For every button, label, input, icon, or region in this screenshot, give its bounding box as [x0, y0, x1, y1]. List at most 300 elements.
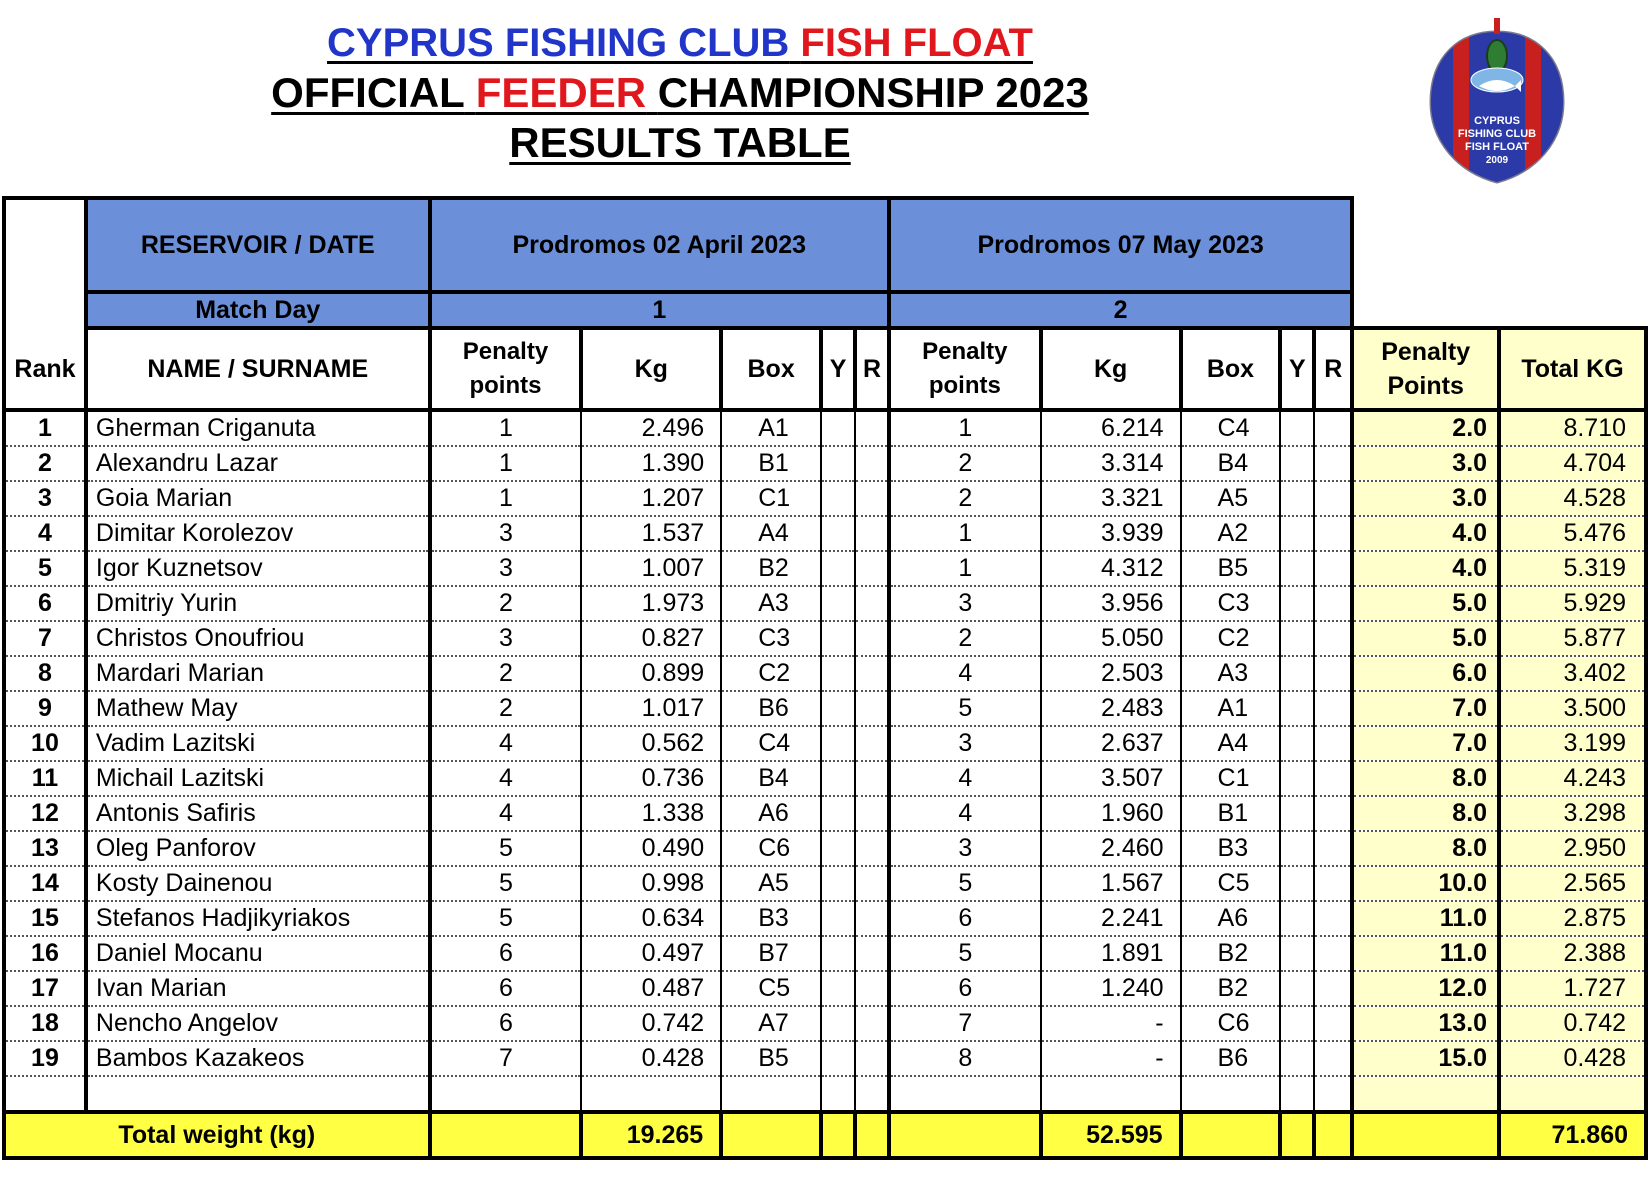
total-penalty-cell: 5.0	[1352, 586, 1499, 621]
round-2-y-cell	[1280, 586, 1314, 621]
round-1-box-cell: A4	[721, 516, 821, 551]
total-penalty-cell: 8.0	[1352, 796, 1499, 831]
round-1-r-cell	[855, 481, 889, 516]
round-2-y-cell	[1280, 691, 1314, 726]
round-1-kg-cell: 0.998	[581, 866, 721, 901]
round-1-total-kg: 19.265	[581, 1112, 721, 1158]
round-1-kg-cell: 0.487	[581, 971, 721, 1006]
round-2-box-cell: A5	[1181, 481, 1281, 516]
round-2-kg-cell: 3.939	[1041, 516, 1181, 551]
round-1-box-cell: A5	[721, 866, 821, 901]
total-kg-cell: 2.875	[1499, 901, 1646, 936]
round-1-penalty-cell: 5	[430, 831, 582, 866]
round-2-penalty-cell: 4	[889, 761, 1041, 796]
round-2-r-cell	[1314, 551, 1352, 586]
round-2-penalty-cell: 8	[889, 1041, 1041, 1076]
table-row	[4, 1041, 1646, 1076]
round-2-r-cell	[1314, 1006, 1352, 1041]
rank-cell: 17	[4, 971, 86, 1006]
round-1-r-cell	[855, 726, 889, 761]
round-2-kg-cell: 3.314	[1041, 446, 1181, 481]
round-1-penalty-cell: 6	[430, 971, 582, 1006]
rank-cell: 6	[4, 586, 86, 621]
title-club-name: CYPRUS FISHING CLUB	[327, 21, 790, 65]
round-2-kg-cell: 2.483	[1041, 691, 1181, 726]
round-1-penalty-cell: 2	[430, 586, 582, 621]
total-penalty-cell: 8.0	[1352, 761, 1499, 796]
round-2-kg-cell: 2.241	[1041, 901, 1181, 936]
table-row	[4, 551, 1646, 586]
table-header	[4, 198, 1646, 410]
round-2-date: Prodromos 07 May 2023	[889, 198, 1352, 292]
round-1-penalty-cell: 6	[430, 936, 582, 971]
round-2-y-cell	[1280, 410, 1314, 446]
round-2-box-cell: B4	[1181, 446, 1281, 481]
total-penalty-cell: 4.0	[1352, 551, 1499, 586]
title-line-club	[180, 18, 1180, 68]
round-2-penalty-header: Penalty points	[889, 328, 1041, 410]
total-weight-label: Total weight (kg)	[4, 1112, 430, 1158]
total-kg-cell: 3.402	[1499, 656, 1646, 691]
round-1-r-cell	[855, 656, 889, 691]
round-2-penalty-cell: 6	[889, 901, 1041, 936]
round-2-total-kg: 52.595	[1041, 1112, 1181, 1158]
total-kg-cell: 0.428	[1499, 1041, 1646, 1076]
total-kg-cell: 1.727	[1499, 971, 1646, 1006]
title-official: OFFICIAL	[271, 69, 465, 116]
round-2-box-cell: B6	[1181, 1041, 1281, 1076]
round-2-r-cell	[1314, 1041, 1352, 1076]
round-2-r-cell	[1314, 516, 1352, 551]
round-2-penalty-cell: 2	[889, 481, 1041, 516]
table-row	[4, 410, 1646, 446]
name-cell: Ivan Marian	[86, 971, 430, 1006]
name-cell: Dimitar Korolezov	[86, 516, 430, 551]
round-1-box-cell: A7	[721, 1006, 821, 1041]
rank-header: Rank	[14, 355, 76, 383]
round-1-y-cell	[821, 936, 855, 971]
round-1-y-cell	[821, 656, 855, 691]
round-2-r-cell	[1314, 586, 1352, 621]
round-1-kg-cell: 0.899	[581, 656, 721, 691]
round-1-box-cell: A3	[721, 586, 821, 621]
round-2-y-cell	[1280, 971, 1314, 1006]
round-1-r-cell	[855, 410, 889, 446]
round-1-r-cell	[855, 831, 889, 866]
round-2-kg-header: Kg	[1041, 328, 1181, 410]
grand-total-kg: 71.860	[1499, 1112, 1646, 1158]
round-2-box-cell: C5	[1181, 866, 1281, 901]
name-cell: Kosty Dainenou	[86, 866, 430, 901]
round-2-kg-cell: 1.240	[1041, 971, 1181, 1006]
total-penalty-cell: 12.0	[1352, 971, 1499, 1006]
round-1-box-cell: B6	[721, 691, 821, 726]
round-1-penalty-cell: 3	[430, 621, 582, 656]
round-2-y-cell	[1280, 796, 1314, 831]
round-1-kg-cell: 0.428	[581, 1041, 721, 1076]
rank-cell: 1	[4, 410, 86, 446]
title-championship: CHAMPIONSHIP 2023	[657, 69, 1089, 116]
round-2-kg-cell: 1.567	[1041, 866, 1181, 901]
round-2-box-cell: C2	[1181, 621, 1281, 656]
round-2-penalty-cell: 3	[889, 726, 1041, 761]
round-2-match-day: 2	[889, 292, 1352, 328]
table-row	[4, 971, 1646, 1006]
round-1-box-cell: A6	[721, 796, 821, 831]
round-1-match-day: 1	[430, 292, 889, 328]
round-1-box-cell: B5	[721, 1041, 821, 1076]
rank-header-cell	[4, 198, 86, 410]
round-1-y-cell	[821, 691, 855, 726]
round-2-box-cell: C4	[1181, 410, 1281, 446]
round-1-r-cell	[855, 691, 889, 726]
title-club-suffix: FISH FLOAT	[800, 21, 1033, 65]
total-penalty-cell: 4.0	[1352, 516, 1499, 551]
round-2-r-cell	[1314, 410, 1352, 446]
total-kg-cell: 2.950	[1499, 831, 1646, 866]
round-1-y-cell	[821, 971, 855, 1006]
round-1-y-cell	[821, 586, 855, 621]
round-2-penalty-cell: 5	[889, 936, 1041, 971]
name-cell: Michail Lazitski	[86, 761, 430, 796]
round-2-r-cell	[1314, 971, 1352, 1006]
table-row	[4, 586, 1646, 621]
round-2-r-cell	[1314, 621, 1352, 656]
round-1-y-cell	[821, 621, 855, 656]
name-cell: Nencho Angelov	[86, 1006, 430, 1041]
total-kg-cell: 3.199	[1499, 726, 1646, 761]
round-1-kg-cell: 1.017	[581, 691, 721, 726]
round-1-r-cell	[855, 971, 889, 1006]
round-2-y-cell	[1280, 446, 1314, 481]
round-1-r-cell	[855, 1006, 889, 1041]
round-2-box-cell: A6	[1181, 901, 1281, 936]
document-title	[180, 18, 1180, 168]
table-row	[4, 761, 1646, 796]
reservoir-date-header: RESERVOIR / DATE	[86, 198, 430, 292]
total-kg-cell: 2.565	[1499, 866, 1646, 901]
round-1-y-cell	[821, 1041, 855, 1076]
round-2-box-cell: A3	[1181, 656, 1281, 691]
total-penalty-cell: 13.0	[1352, 1006, 1499, 1041]
table-row	[4, 481, 1646, 516]
round-2-box-cell: B2	[1181, 936, 1281, 971]
total-penalty-cell: 6.0	[1352, 656, 1499, 691]
round-2-r-cell	[1314, 656, 1352, 691]
round-1-y-header: Y	[821, 328, 855, 410]
round-2-box-cell: A4	[1181, 726, 1281, 761]
round-2-r-cell	[1314, 936, 1352, 971]
name-cell: Antonis Safiris	[86, 796, 430, 831]
table-row	[4, 796, 1646, 831]
round-2-y-cell	[1280, 831, 1314, 866]
total-kg-cell: 4.528	[1499, 481, 1646, 516]
round-1-y-cell	[821, 831, 855, 866]
round-2-y-cell	[1280, 516, 1314, 551]
round-1-kg-header: Kg	[581, 328, 721, 410]
total-kg-header: Total KG	[1499, 328, 1646, 410]
table-row	[4, 726, 1646, 761]
round-1-box-cell: B1	[721, 446, 821, 481]
total-penalty-cell: 5.0	[1352, 621, 1499, 656]
round-1-penalty-cell: 5	[430, 901, 582, 936]
name-cell: Stefanos Hadjikyriakos	[86, 901, 430, 936]
header-blank	[1352, 198, 1646, 292]
round-1-r-cell	[855, 761, 889, 796]
round-2-penalty-cell: 1	[889, 516, 1041, 551]
round-1-box-cell: C1	[721, 481, 821, 516]
rank-cell: 8	[4, 656, 86, 691]
round-1-date: Prodromos 02 April 2023	[430, 198, 889, 292]
round-1-r-cell	[855, 1041, 889, 1076]
round-2-kg-cell: 1.960	[1041, 796, 1181, 831]
round-2-y-header: Y	[1280, 328, 1314, 410]
rank-cell: 12	[4, 796, 86, 831]
round-2-r-cell	[1314, 796, 1352, 831]
total-kg-cell: 8.710	[1499, 410, 1646, 446]
rank-cell: 2	[4, 446, 86, 481]
round-2-box-cell: B2	[1181, 971, 1281, 1006]
round-1-penalty-cell: 4	[430, 761, 582, 796]
round-1-r-cell	[855, 586, 889, 621]
total-kg-cell: 5.476	[1499, 516, 1646, 551]
round-1-box-cell: C5	[721, 971, 821, 1006]
name-cell: Alexandru Lazar	[86, 446, 430, 481]
total-penalty-cell: 8.0	[1352, 831, 1499, 866]
round-1-kg-cell: 2.496	[581, 410, 721, 446]
round-1-penalty-cell: 1	[430, 446, 582, 481]
name-cell: Gherman Criganuta	[86, 410, 430, 446]
round-1-r-cell	[855, 551, 889, 586]
round-1-box-cell: B3	[721, 901, 821, 936]
table-footer	[4, 1076, 1646, 1158]
round-2-penalty-cell: 4	[889, 796, 1041, 831]
table-row	[4, 936, 1646, 971]
total-penalty-cell: 7.0	[1352, 691, 1499, 726]
round-1-y-cell	[821, 410, 855, 446]
round-1-penalty-cell: 4	[430, 796, 582, 831]
rank-cell: 13	[4, 831, 86, 866]
name-cell: Vadim Lazitski	[86, 726, 430, 761]
round-1-y-cell	[821, 516, 855, 551]
total-penalty-cell: 10.0	[1352, 866, 1499, 901]
total-kg-cell: 5.929	[1499, 586, 1646, 621]
round-2-y-cell	[1280, 621, 1314, 656]
round-2-penalty-cell: 7	[889, 1006, 1041, 1041]
round-2-r-cell	[1314, 691, 1352, 726]
table-row	[4, 446, 1646, 481]
rank-cell: 5	[4, 551, 86, 586]
round-2-penalty-cell: 2	[889, 446, 1041, 481]
total-penalty-header: Penalty Points	[1352, 328, 1499, 410]
round-1-r-cell	[855, 446, 889, 481]
round-1-kg-cell: 1.007	[581, 551, 721, 586]
name-cell: Oleg Panforov	[86, 831, 430, 866]
rank-cell: 4	[4, 516, 86, 551]
round-1-r-header: R	[855, 328, 889, 410]
results-table	[2, 196, 1648, 1160]
total-kg-cell: 3.298	[1499, 796, 1646, 831]
round-1-kg-cell: 1.338	[581, 796, 721, 831]
round-2-y-cell	[1280, 481, 1314, 516]
round-1-penalty-cell: 1	[430, 410, 582, 446]
header-blank-2	[1352, 292, 1646, 328]
total-penalty-cell: 2.0	[1352, 410, 1499, 446]
round-1-box-cell: B2	[721, 551, 821, 586]
round-2-penalty-cell: 3	[889, 586, 1041, 621]
total-penalty-cell: 7.0	[1352, 726, 1499, 761]
name-cell: Bambos Kazakeos	[86, 1041, 430, 1076]
round-2-y-cell	[1280, 656, 1314, 691]
total-kg-cell: 0.742	[1499, 1006, 1646, 1041]
round-2-y-cell	[1280, 761, 1314, 796]
table-row	[4, 831, 1646, 866]
round-1-y-cell	[821, 481, 855, 516]
round-2-box-cell: B1	[1181, 796, 1281, 831]
round-1-penalty-cell: 7	[430, 1041, 582, 1076]
round-1-penalty-cell: 4	[430, 726, 582, 761]
round-1-r-cell	[855, 621, 889, 656]
round-2-kg-cell: 5.050	[1041, 621, 1181, 656]
club-logo	[1425, 12, 1570, 187]
total-kg-cell: 5.319	[1499, 551, 1646, 586]
round-2-box-cell: A2	[1181, 516, 1281, 551]
round-2-box-cell: C3	[1181, 586, 1281, 621]
round-2-r-cell	[1314, 726, 1352, 761]
round-1-box-cell: B7	[721, 936, 821, 971]
round-1-kg-cell: 0.490	[581, 831, 721, 866]
round-2-penalty-cell: 5	[889, 866, 1041, 901]
total-penalty-cell: 3.0	[1352, 446, 1499, 481]
total-penalty-cell: 15.0	[1352, 1041, 1499, 1076]
round-2-kg-cell: 6.214	[1041, 410, 1181, 446]
total-kg-cell: 5.877	[1499, 621, 1646, 656]
round-2-box-cell: C6	[1181, 1006, 1281, 1041]
total-penalty-cell: 11.0	[1352, 901, 1499, 936]
round-2-box-cell: A1	[1181, 691, 1281, 726]
round-2-y-cell	[1280, 1041, 1314, 1076]
title-line-championship	[180, 68, 1180, 118]
name-cell: Christos Onoufriou	[86, 621, 430, 656]
title-line-results: RESULTS TABLE	[509, 119, 851, 166]
table-row	[4, 901, 1646, 936]
total-penalty-cell: 11.0	[1352, 936, 1499, 971]
round-2-penalty-cell: 3	[889, 831, 1041, 866]
name-cell: Igor Kuznetsov	[86, 551, 430, 586]
name-cell: Mardari Marian	[86, 656, 430, 691]
round-1-r-cell	[855, 796, 889, 831]
round-1-box-cell: C3	[721, 621, 821, 656]
name-cell: Mathew May	[86, 691, 430, 726]
round-1-kg-cell: 0.742	[581, 1006, 721, 1041]
round-2-y-cell	[1280, 866, 1314, 901]
round-2-r-cell	[1314, 866, 1352, 901]
rank-cell: 16	[4, 936, 86, 971]
table-body	[4, 410, 1646, 1076]
round-2-y-cell	[1280, 1006, 1314, 1041]
round-1-y-cell	[821, 901, 855, 936]
round-1-box-cell: C2	[721, 656, 821, 691]
round-2-penalty-cell: 4	[889, 656, 1041, 691]
round-1-kg-cell: 0.827	[581, 621, 721, 656]
round-2-r-header: R	[1314, 328, 1352, 410]
round-2-penalty-cell: 6	[889, 971, 1041, 1006]
name-header: NAME / SURNAME	[86, 328, 430, 410]
round-1-penalty-cell: 1	[430, 481, 582, 516]
round-1-kg-cell: 0.736	[581, 761, 721, 796]
round-1-r-cell	[855, 936, 889, 971]
name-cell: Daniel Mocanu	[86, 936, 430, 971]
round-2-kg-cell: 4.312	[1041, 551, 1181, 586]
round-2-kg-cell: 3.956	[1041, 586, 1181, 621]
match-day-header: Match Day	[86, 292, 430, 328]
round-1-kg-cell: 1.537	[581, 516, 721, 551]
rank-cell: 9	[4, 691, 86, 726]
round-2-r-cell	[1314, 761, 1352, 796]
rank-cell: 18	[4, 1006, 86, 1041]
round-2-kg-cell: 2.460	[1041, 831, 1181, 866]
round-1-r-cell	[855, 516, 889, 551]
round-1-penalty-cell: 3	[430, 516, 582, 551]
title-feeder: FEEDER	[475, 69, 647, 116]
rank-cell: 10	[4, 726, 86, 761]
round-2-box-cell: B3	[1181, 831, 1281, 866]
table-row	[4, 516, 1646, 551]
round-1-kg-cell: 1.973	[581, 586, 721, 621]
round-2-kg-cell: -	[1041, 1041, 1181, 1076]
total-penalty-cell: 3.0	[1352, 481, 1499, 516]
round-1-penalty-cell: 6	[430, 1006, 582, 1041]
round-2-kg-cell: 3.507	[1041, 761, 1181, 796]
round-1-y-cell	[821, 761, 855, 796]
logo-text-2: FISHING CLUB	[1457, 128, 1537, 140]
round-1-penalty-cell: 2	[430, 691, 582, 726]
round-2-kg-cell: 2.503	[1041, 656, 1181, 691]
round-2-penalty-cell: 1	[889, 551, 1041, 586]
rank-cell: 11	[4, 761, 86, 796]
round-1-r-cell	[855, 901, 889, 936]
round-2-y-cell	[1280, 936, 1314, 971]
total-kg-cell: 2.388	[1499, 936, 1646, 971]
name-cell: Dmitriy Yurin	[86, 586, 430, 621]
round-1-kg-cell: 0.634	[581, 901, 721, 936]
table-row	[4, 621, 1646, 656]
round-2-r-cell	[1314, 831, 1352, 866]
round-1-kg-cell: 1.390	[581, 446, 721, 481]
total-kg-cell: 4.704	[1499, 446, 1646, 481]
round-2-kg-cell: 2.637	[1041, 726, 1181, 761]
round-1-box-cell: B4	[721, 761, 821, 796]
rank-cell: 14	[4, 866, 86, 901]
round-1-box-cell: A1	[721, 410, 821, 446]
spacer-row	[4, 1076, 1646, 1112]
table-row	[4, 1006, 1646, 1041]
round-1-box-cell: C4	[721, 726, 821, 761]
round-1-penalty-cell: 2	[430, 656, 582, 691]
round-1-y-cell	[821, 726, 855, 761]
rank-cell: 19	[4, 1041, 86, 1076]
table-row	[4, 866, 1646, 901]
totals-row	[4, 1112, 1646, 1158]
round-2-box-header: Box	[1181, 328, 1281, 410]
round-2-r-cell	[1314, 481, 1352, 516]
logo-text-3: FISH FLOAT	[1465, 141, 1529, 153]
round-2-box-cell: C1	[1181, 761, 1281, 796]
round-1-y-cell	[821, 446, 855, 481]
round-2-penalty-cell: 2	[889, 621, 1041, 656]
round-1-box-cell: C6	[721, 831, 821, 866]
table-row	[4, 691, 1646, 726]
